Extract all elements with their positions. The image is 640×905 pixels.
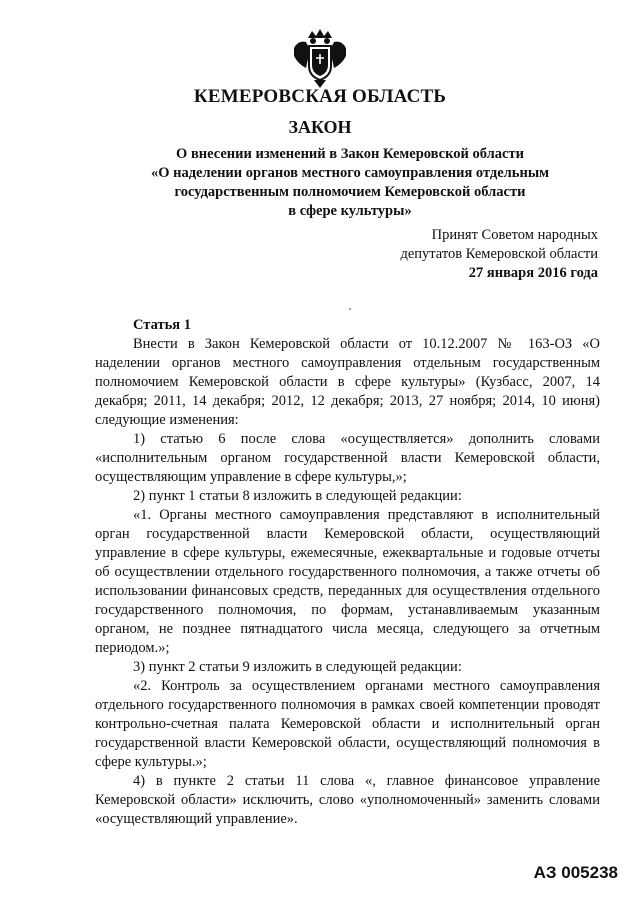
article-paragraph: «1. Органы местного самоуправления представляют в исполнительный орган государственной власти Кемеровской области, осуществляющий управление в сфере культуры, ежемесячные, ежеквартальные и годовые отчеты об осуществлении отдельного государственного полномочия, а также отчеты об использовании финансовых средств, переданных для осуществления отдельного государственного полномочия, по формам, устанавливаемым указанным органом, не позднее пятнадцатого числа месяца, следующего за отчетным периодом.»;: [95, 507, 600, 656]
document-type: ЗАКОН: [288, 117, 352, 137]
adoption-line: Принят Советом народных: [431, 227, 598, 243]
article-paragraph: 2) пункт 1 статьи 8 изложить в следующей редакции:: [133, 488, 462, 504]
law-title-line: в сфере культуры»: [288, 203, 412, 219]
law-title-line: «О наделении органов местного самоуправления отдельным: [150, 165, 550, 181]
scan-speck: [349, 308, 351, 310]
law-title: [130, 145, 570, 221]
article-heading: Статья 1: [133, 317, 191, 333]
region-name: КЕМЕРОВСКАЯ ОБЛАСТЬ: [193, 86, 447, 107]
law-title-line: О внесении изменений в Закон Кемеровской области: [176, 146, 524, 162]
adoption-date: 27 января 2016 года: [468, 265, 598, 281]
law-title-line: государственным полномочием Кемеровской области: [174, 184, 526, 200]
article-paragraph: 1) статью 6 после слова «осуществляется» дополнить словами «исполнительным органом государственной власти Кемеровской области, осуществляющим управление в сфере культуры,»;: [95, 431, 600, 485]
article-paragraph: 3) пункт 2 статьи 9 изложить в следующей редакции:: [133, 659, 462, 675]
article-body: [95, 316, 600, 829]
adoption-line: депутатов Кемеровской области: [400, 246, 598, 262]
article-paragraph: «2. Контроль за осуществлением органами местного самоуправления отдельного государственного полномочия в рамках своей компетенции проводят контрольно-счетная палата Кемеровской области и исполнительный орган государственной власти Кемеровской области, осуществляющий полномочия в сфере культуры.»;: [95, 678, 600, 770]
article-paragraph: Внести в Закон Кемеровской области от 10.12.2007 № 163-ОЗ «О наделении органов местного самоуправления отдельным государственным полномочием Кемеровской области в сфере культуры» (Кузбасс, 2007, 14 декабря; 2011, 14 декабря; 2012, 12 декабря; 2013, 27 ноября; 2014, 10 июня) следующие изменения:: [95, 336, 600, 428]
article-paragraph: 4) в пункте 2 статьи 11 слова «, главное финансовое управление Кемеровской области» исключить, слово «уполномоченный» заменить словами «осуществляющий управление».: [95, 773, 600, 827]
serial-number: АЗ 005238: [533, 863, 618, 882]
adoption-block: [338, 226, 598, 283]
coat-of-arms-icon: [292, 28, 348, 90]
